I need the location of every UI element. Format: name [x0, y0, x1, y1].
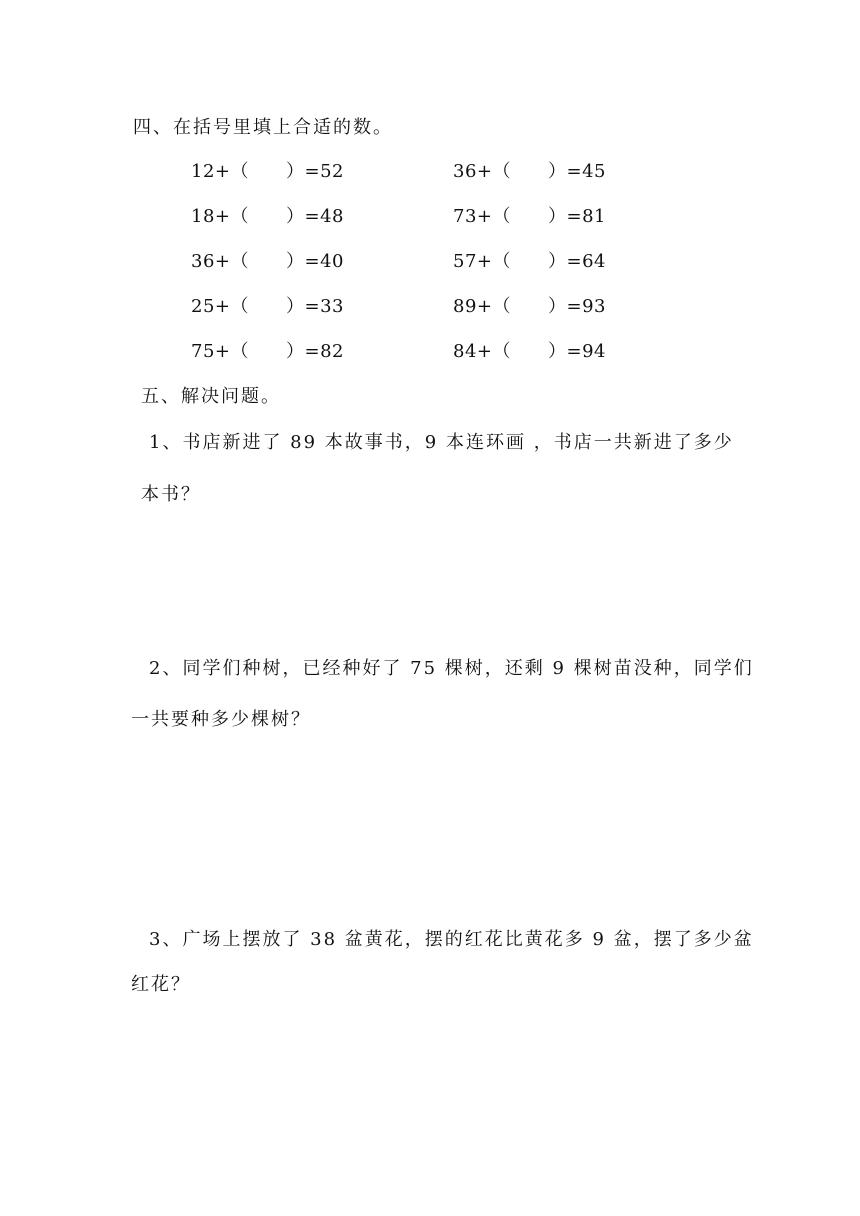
equation-left-1: 12+（ ）=52 [191, 161, 344, 182]
question-2-line-1: 2、同学们种树，已经种好了 75 棵树，还剩 9 棵树苗没种，同学们 [149, 658, 754, 679]
equation-left-5: 75+（ ）=82 [191, 341, 344, 362]
question-3-line-1: 3、广场上摆放了 38 盆黄花，摆的红花比黄花多 9 盆，摆了多少盆 [149, 929, 754, 950]
question-1-line-2: 本书？ [141, 484, 201, 505]
equation-right-5: 84+（ ）=94 [453, 341, 606, 362]
section-5-heading: 五、解决问题。 [141, 386, 281, 407]
question-3-line-2: 红花？ [131, 974, 191, 995]
question-2-line-2: 一共要种多少棵树？ [131, 709, 311, 730]
equation-left-4: 25+（ ）=33 [191, 296, 344, 317]
equation-right-4: 89+（ ）=93 [453, 296, 606, 317]
question-1-line-1: 1、书店新进了 89 本故事书，9 本连环画 ，书店一共新进了多少 [149, 432, 734, 453]
equation-left-2: 18+（ ）=48 [191, 206, 344, 227]
equation-left-3: 36+（ ）=40 [191, 251, 344, 272]
equation-right-1: 36+（ ）=45 [453, 161, 606, 182]
section-4-heading: 四、在括号里填上合适的数。 [133, 117, 393, 138]
equation-right-3: 57+（ ）=64 [453, 251, 606, 272]
equation-right-2: 73+（ ）=81 [453, 206, 606, 227]
